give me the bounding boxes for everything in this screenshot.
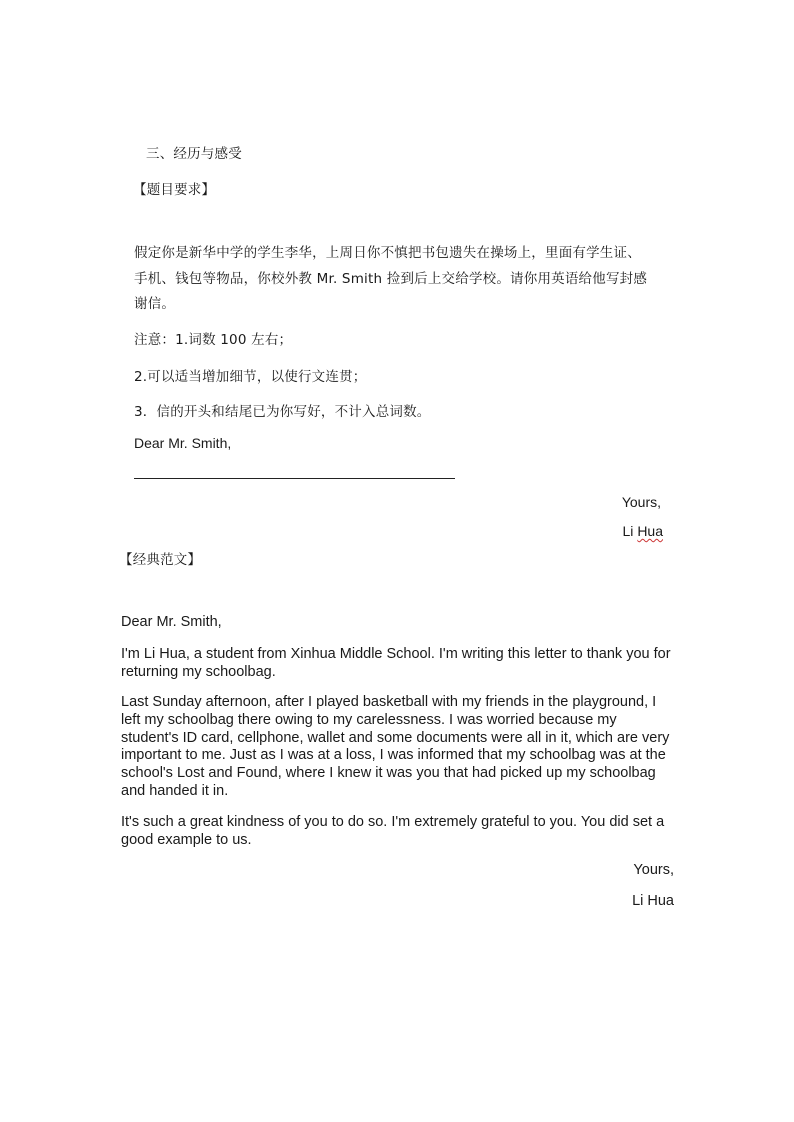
template-signature-first: Li bbox=[622, 523, 634, 539]
template-signature bbox=[623, 523, 663, 539]
requirements-heading: 【题目要求】 bbox=[133, 182, 216, 198]
template-salutation: Dear Mr. Smith, bbox=[134, 435, 232, 451]
writing-line bbox=[134, 478, 455, 479]
prompt-line-2: 手机、钱包等物品，你校外教 Mr. Smith 捡到后上交给学校。请你用英语给他写封感 bbox=[134, 271, 648, 287]
section-heading: 三、经历与感受 bbox=[146, 146, 242, 162]
model-paragraph-2: Last Sunday afternoon, after I played basketball with my friends in the playground, I left my schoolbag there owing to my carelessness. I was worried because my student's ID card, cellphone, wallet and some documents were all in it, which are very important to me. Just as I was at a loss, I was informed that my schoolbag was at the school's Lost and Found, where I knew it was you that had picked up my schoolbag and handed it in. bbox=[121, 694, 670, 799]
model-heading: 【经典范文】 bbox=[119, 552, 202, 568]
prompt-line-1: 假定你是新华中学的学生李华，上周日你不慎把书包遗失在操场上，里面有学生证、 bbox=[134, 245, 641, 261]
note-3: 3．信的开头和结尾已为你写好，不计入总词数。 bbox=[134, 404, 431, 420]
prompt-line-3: 谢信。 bbox=[134, 296, 176, 312]
template-closing: Yours, bbox=[621, 494, 661, 510]
note-2: 2.可以适当增加细节，以使行文连贯； bbox=[134, 369, 367, 385]
template-signature-last: Hua bbox=[637, 523, 663, 539]
note-1: 注意：1.词数 100 左右； bbox=[134, 332, 293, 348]
model-signature: Li Hua bbox=[632, 893, 674, 909]
model-paragraph-3: It's such a great kindness of you to do so. I'm extremely grateful to you. You did set a good example to us. bbox=[121, 814, 665, 848]
model-salutation: Dear Mr. Smith, bbox=[121, 614, 222, 630]
model-closing: Yours, bbox=[633, 862, 674, 878]
model-paragraph-1: I'm Li Hua, a student from Xinhua Middle School. I'm writing this letter to thank you for returning my schoolbag. bbox=[121, 646, 671, 680]
